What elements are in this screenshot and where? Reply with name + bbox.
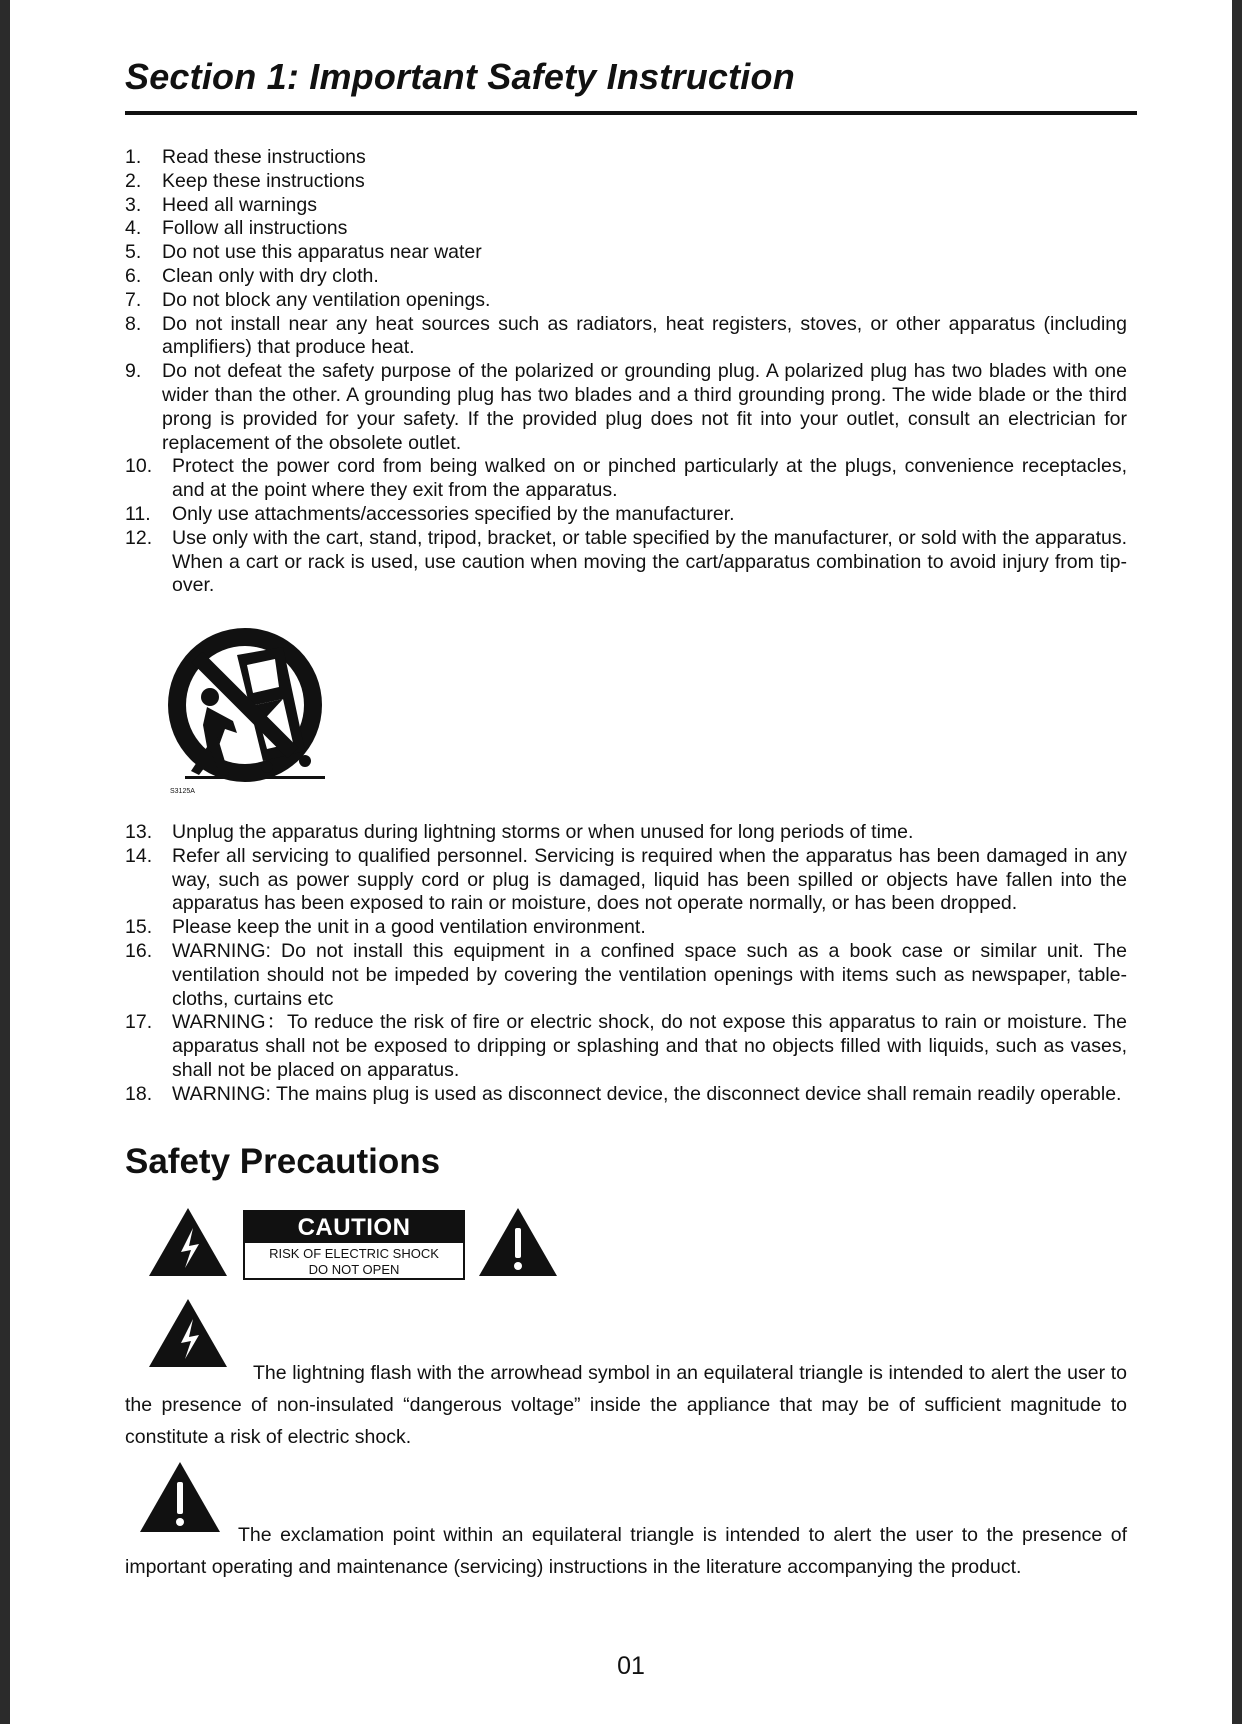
- list-item: [125, 821, 1127, 845]
- page-number: 01: [617, 1652, 645, 1680]
- item-text: Do not install near any heat sources such as radiators, heat registers, stoves, or other apparatus (including amplifiers) that produce heat.: [162, 312, 1127, 359]
- list-item: [125, 1083, 1127, 1107]
- item-number: 10.: [125, 455, 153, 478]
- item-number: 6.: [125, 264, 142, 287]
- exclamation-explanation-text: The exclamation point within an equilateral triangle is intended to alert the user to the presence of important operating and maintenance (servicing) instructions in the literature accompanying the product.: [125, 1524, 1127, 1578]
- item-number: 14.: [125, 844, 153, 867]
- item-text: WARNING：To reduce the risk of fire or electric shock, do not expose this apparatus to rain or moisture. The apparatus shall not be exposed to dripping or splashing and that no objects filled with liquids, such as vases, shall not be placed on apparatus.: [172, 1011, 1127, 1081]
- lightning-triangle-icon: [147, 1206, 229, 1278]
- item-text: Read these instructions: [162, 146, 366, 168]
- list-item: [125, 289, 1127, 313]
- item-text: Refer all servicing to qualified personnel. Servicing is required when the apparatus has been damaged in any way, such as power supply cord or plug is damaged, liquid has been spilled or objects have fallen into the apparatus has been exposed to rain or moisture, does not operate normally, or has been dropped.: [172, 844, 1127, 915]
- item-text: WARNING: The mains plug is used as disconnect device, the disconnect device shall remain readily operable.: [172, 1082, 1122, 1105]
- item-text: Heed all warnings: [162, 193, 318, 216]
- list-item: [125, 170, 1127, 194]
- item-text: Only use attachments/accessories specified by the manufacturer.: [172, 502, 735, 525]
- item-text: Do not use this apparatus near water: [162, 241, 482, 264]
- list-item: [125, 455, 1127, 503]
- item-number: 2.: [125, 169, 142, 192]
- item-text: Unplug the apparatus during lightning storms or when unused for long periods of time.: [172, 821, 914, 843]
- list-item: [125, 360, 1127, 455]
- item-text: Follow all instructions: [162, 217, 348, 240]
- list-item: [125, 940, 1127, 1011]
- list-item: [125, 313, 1127, 361]
- caution-line2: DO NOT OPEN: [308, 1262, 400, 1277]
- item-number: 16.: [125, 939, 153, 962]
- list-item: [125, 146, 1127, 170]
- list-item: [125, 503, 1127, 527]
- exclamation-triangle-icon: [477, 1206, 559, 1278]
- item-number: 4.: [125, 217, 142, 240]
- item-number: 9.: [125, 360, 142, 383]
- caution-line1: RISK OF ELECTRIC SHOCK: [269, 1246, 439, 1261]
- item-text: Please keep the unit in a good ventilation environment.: [172, 916, 646, 939]
- item-number: 1.: [125, 146, 142, 168]
- item-number: 15.: [125, 916, 153, 939]
- item-number: 18.: [125, 1082, 153, 1105]
- caution-text: [245, 1243, 463, 1278]
- title-underline: [125, 111, 1137, 115]
- instruction-list-part2: [125, 821, 1127, 1107]
- list-item: [125, 527, 1127, 598]
- item-number: 8.: [125, 312, 142, 335]
- caution-label-box: [243, 1210, 465, 1280]
- item-number: 12.: [125, 526, 153, 549]
- list-item: [125, 916, 1127, 940]
- section-title: Section 1: Important Safety Instruction: [125, 56, 795, 97]
- item-number: 17.: [125, 1011, 153, 1034]
- list-item: [125, 194, 1127, 218]
- list-item: [125, 241, 1127, 265]
- item-text: Do not block any ventilation openings.: [162, 288, 491, 311]
- cart-symbol-code: S3125A: [170, 788, 195, 795]
- item-text: Use only with the cart, stand, tripod, bracket, or table specified by the manufacturer, or sold with the apparatus. When a cart or rack is used, use caution when moving the cart/apparatus combination to avoid injury from tip-over.: [172, 526, 1127, 597]
- lightning-explanation: [125, 1357, 1127, 1453]
- list-item: [125, 845, 1127, 916]
- item-number: 13.: [125, 821, 153, 843]
- item-number: 11.: [125, 502, 151, 525]
- item-text: Keep these instructions: [162, 169, 365, 192]
- caution-heading: CAUTION: [245, 1212, 463, 1243]
- precautions-title: Safety Precautions: [125, 1142, 441, 1181]
- item-text: Clean only with dry cloth.: [162, 264, 379, 287]
- item-number: 7.: [125, 288, 142, 311]
- item-text: Do not defeat the safety purpose of the polarized or grounding plug. A polarized plug has two blades with one wider than the other. A grounding plug has two blades and a third grounding prong. The wide blade or the third prong is provided for your safety. If the provided plug does not fit into your outlet, consult an electrician for replacement of the obsolete outlet.: [162, 360, 1127, 454]
- exclamation-explanation: [125, 1519, 1127, 1583]
- item-text: WARNING: Do not install this equipment in a confined space such as a book case or similar unit. The ventilation should not be impeded by covering the ventilation openings with items such as newspaper, table-cloths, curtains etc: [172, 939, 1127, 1010]
- list-item: [125, 265, 1127, 289]
- item-text: Protect the power cord from being walked on or pinched particularly at the plugs, convenience receptacles, and at the point where they exit from the apparatus.: [172, 455, 1127, 502]
- lightning-explanation-text: The lightning flash with the arrowhead symbol in an equilateral triangle is intended to alert the user to the presence of non-insulated “dangerous voltage” inside the appliance that may be of sufficient magnitude to constitute a risk of electric shock.: [125, 1362, 1127, 1448]
- instruction-list-part1: [125, 146, 1127, 598]
- list-item: [125, 1011, 1127, 1082]
- no-cart-tipover-icon: [155, 625, 335, 795]
- manual-page: [10, 0, 1232, 1724]
- item-number: 3.: [125, 193, 142, 216]
- list-item: [125, 217, 1127, 241]
- item-number: 5.: [125, 241, 142, 264]
